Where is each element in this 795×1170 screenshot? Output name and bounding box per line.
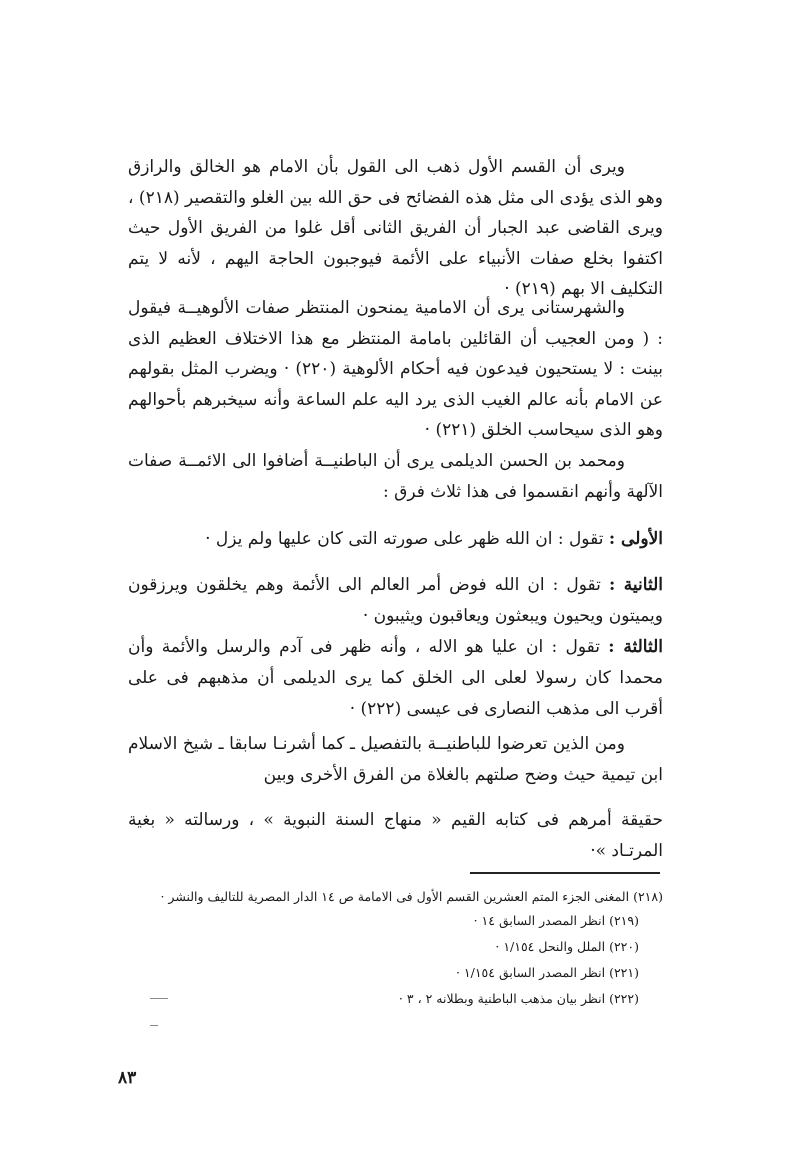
sect-second: [128, 570, 663, 632]
scan-speck: [150, 1025, 158, 1026]
body-text-4: [128, 729, 663, 790]
footnote-220: (٢٢٠) الملل والنحل ١/١٥٤ ·: [495, 939, 639, 954]
paragraph-2: والشهرستانى يرى أن الامامية يمنحون المنتظر صفات الألوهيــة فيقول : ( ومن العجيب أن القائلين بامامة المنتظر مع هذا الاختلاف العظيم الذى بينت : لا يستحيون فيدعون فيه أحكام الألوهية (٢٢٠) · ويضرب المثل بقولهم عن الامام بأنه عالم الغيب الذى يرد اليه علم الساعة وأنه سيخبرهم بأحوالهم وهو الذى سيحاسب الخلق (٢٢١) ·: [128, 298, 663, 440]
body-text-2: [128, 293, 663, 446]
sect-label: الثالثة :: [608, 637, 663, 657]
sect-label: الثانية :: [608, 575, 663, 595]
footnote-219: (٢١٩) انظر المصدر السابق ١٤ ·: [473, 913, 639, 928]
paragraph-4: ومن الذين تعرضوا للباطنيــة بالتفصيل ـ كما أشرنـا سابقا ـ شيخ الاسلام ابن تيمية حيث وضح صلتهم بالغلاة من الفرق الأخرى وبين: [128, 734, 663, 785]
sect-item-3: [128, 632, 663, 725]
sect-first: [128, 524, 663, 555]
sect-text: تقول : ان الله ظهر على صورته التى كان عليها ولم يزل ·: [205, 529, 604, 549]
sect-text: تقول : ان عليا هو الاله ، وأنه ظهر فى آدم والرسل والأئمة وأن محمدا كان رسولا لعلى الى الخلق كما يرى الديلمى أن مذهبهم فى على أقرب الى مذهب النصارى فى عيسى (٢٢٢) ·: [128, 637, 663, 719]
scan-speck: [150, 998, 168, 999]
footnote-218: (٢١٨) المغنى الجزء المتم العشرين القسم الأول فى الامامة ص ١٤ الدار المصرية للتاليف والنشر ·: [160, 889, 663, 904]
sect-third: [128, 632, 663, 725]
sect-label: الأولى :: [608, 529, 663, 549]
body-text-5: [128, 805, 663, 866]
sect-item-2: [128, 570, 663, 632]
body-text: [128, 152, 663, 305]
footnote-divider: [470, 872, 660, 874]
paragraph-3: ومحمد بن الحسن الديلمى يرى أن الباطنيــة أضافوا الى الائمــة صفات الآلهة وأنهم انقسموا فى هذا ثلاث فرق :: [128, 451, 663, 502]
page-number: ٨٣: [118, 1068, 137, 1088]
body-text-3: [128, 446, 663, 507]
footnotes: [128, 886, 663, 1012]
sect-text: تقول : ان الله فوض أمر العالم الى الأئمة وهم يخلقون ويرزقون ويميتون ويحيون ويبعثون ويعاقبون ويثيبون ·: [128, 575, 663, 626]
footnote-221: (٢٢١) انظر المصدر السابق ١/١٥٤ ·: [455, 965, 639, 980]
paragraph-5: حقيقة أمرهم فى كتابه القيم « منهاج السنة النبوية » ، ورسالته « بغية المرتـاد »·: [128, 810, 663, 861]
paragraph-1: ويرى أن القسم الأول ذهب الى القول بأن الامام هو الخالق والرازق وهو الذى يؤدى الى مثل هذه الفضائح فى حق الله بين الغلو والتقصير (٢١٨) ، ويرى القاضى عبد الجبار أن الفريق الثانى أقل غلوا من الفريق الأول حيث اكتفوا بخلع صفات الأنبياء على الأئمة فيوجبون الحاجة اليهم ، لأنه لا يتم التكليف الا بهم (٢١٩) ·: [128, 157, 663, 299]
footnote-222: (٢٢٢) انظر بيان مذهب الباطنية وبطلانه ٢ ، ٣ ·: [398, 991, 639, 1006]
sect-item-1: [128, 524, 663, 555]
